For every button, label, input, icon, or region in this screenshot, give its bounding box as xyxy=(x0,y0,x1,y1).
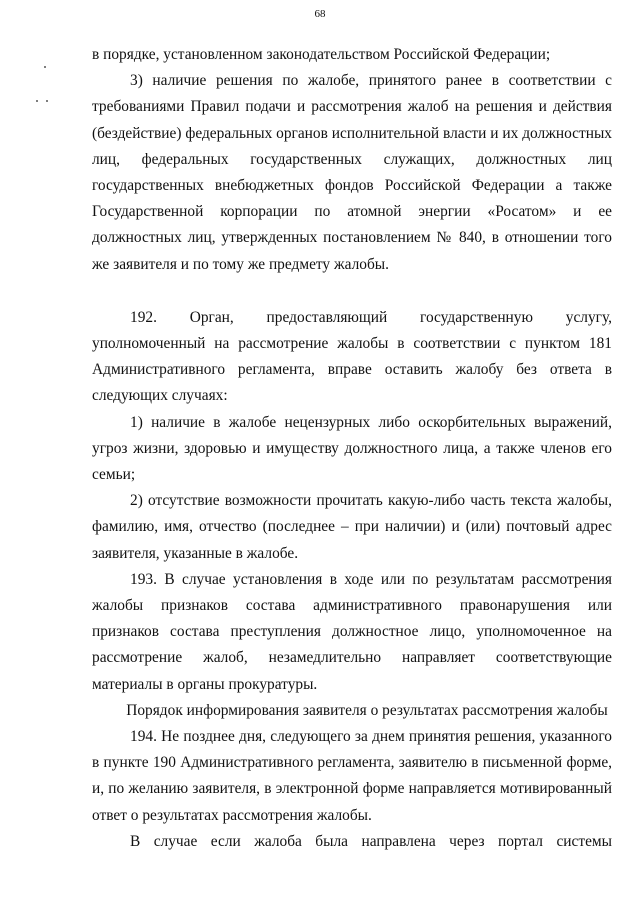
scan-mark xyxy=(44,66,46,68)
scan-mark xyxy=(46,100,48,102)
paragraph-item-2: 2) отсутствие возможности прочитать какую-либо часть текста жалобы, фамилию, имя, отчество (последнее – при наличии) и (или) почтовый адрес заявителя, указанные в жалобе. xyxy=(92,492,612,562)
paragraph-item-1: 1) наличие в жалобе нецензурных либо оскорбительных выражений, угроз жизни, здоровью и имуществу должностного лица, а также членов его семьи; xyxy=(92,413,612,484)
paragraph-continuation: в порядке, установленном законодательством Российской Федерации; xyxy=(92,46,551,63)
paragraph-194: 194. Не позднее дня, следующего за днем принятия решения, указанного в пункте 190 Административного регламента, заявителю в письменной форме, и, по желанию заявителя, в электронной форме направляется мотивированный ответ о результатах рассмотрения жалобы. xyxy=(92,728,612,824)
paragraph-portal: В случае если жалоба была направлена через портал системы xyxy=(130,832,612,850)
paragraph-193: 193. В случае установления в ходе или по результатам рассмотрения жалобы признаков состава административного правонарушения или признаков состава преступления должностное лицо, уполномоченное на рассмотрение жалоб, незамедлительно направляет соответствующие материалы в органы прокуратуры. xyxy=(92,570,612,693)
paragraph-192: 192. Орган, предоставляющий государственную услугу, уполномоченный на рассмотрение жалобы в соответствии с пунктом 181 Административного регламента, вправе оставить жалобу без ответа в следующих случаях: xyxy=(92,308,612,405)
section-heading: Порядок информирования заявителя о результатах рассмотрения жалобы xyxy=(126,701,608,719)
document-body xyxy=(92,42,612,855)
scan-mark xyxy=(36,100,38,102)
page-number: 68 xyxy=(314,8,326,20)
paragraph-item-3: 3) наличие решения по жалобе, принятого ранее в соответствии с требованиями Правил подачи и рассмотрения жалоб на решения и действия (бездействие) федеральных органов исполнительной власти и их должностных лиц, федеральных государственных служащих, должностных лиц государственных внебюджетных фондов Российской Федерации а также Государственной корпорации по атомной энергии «Росатом» и ее должностных лиц, утвержденных постановлением № 840, в отношении того же заявителя и по тому же предмету жалобы. xyxy=(92,72,612,273)
